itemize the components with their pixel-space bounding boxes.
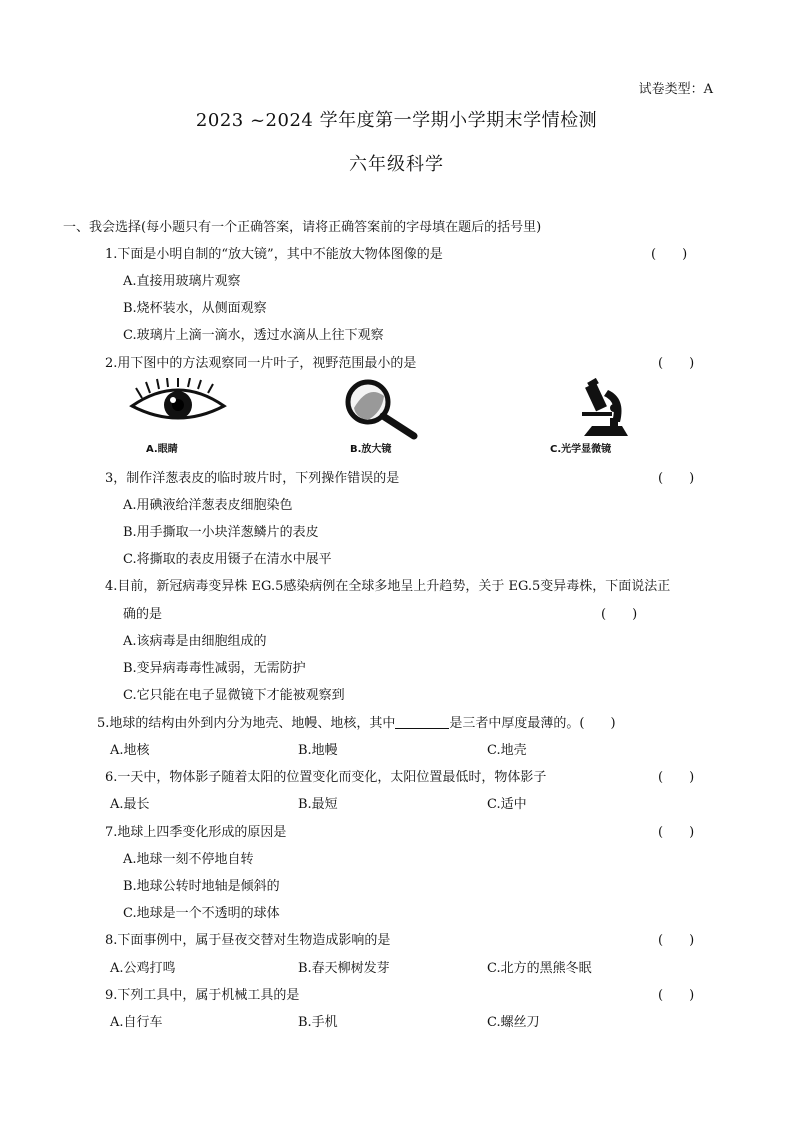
question-7-option-a: A.地球一刻不停地自转 [123, 852, 254, 867]
answer-bracket-5[interactable]: ( ) [579, 716, 616, 731]
question-7-stem: 7.地球上四季变化形成的原因是 [105, 825, 287, 840]
answer-bracket-2[interactable]: ( ) [658, 356, 695, 371]
answer-bracket-1[interactable]: ( ) [651, 247, 688, 262]
answer-bracket-4[interactable]: ( ) [601, 607, 638, 622]
question-5-option-b: B.地幔 [298, 743, 338, 758]
question-9-stem: 9.下列工具中，属于机械工具的是 [105, 988, 300, 1003]
question-8-option-a: A.公鸡打鸣 [110, 961, 176, 976]
answer-bracket-8[interactable]: ( ) [658, 933, 695, 948]
question-4-option-a: A.该病毒是由细胞组成的 [123, 634, 267, 649]
question-1-option-c: C.玻璃片上滴一滴水，透过水滴从上往下观察 [123, 328, 384, 343]
question-3-option-c: C.将撕取的表皮用镊子在清水中展平 [123, 552, 332, 567]
question-3-option-b: B.用手撕取一小块洋葱鳞片的表皮 [123, 525, 319, 540]
question-9-option-c: C.螺丝刀 [487, 1015, 540, 1030]
fill-blank[interactable] [395, 716, 449, 729]
figure-microscope-label: C.光学显微镜 [550, 444, 612, 455]
question-1-stem: 1.下面是小明自制的“放大镜”，其中不能放大物体图像的是 [105, 247, 443, 262]
question-5-stem-post: 是三者中厚度最薄的。 [449, 716, 580, 731]
question-7-option-b: B.地球公转时地轴是倾斜的 [123, 879, 280, 894]
question-6-stem: 6.一天中，物体影子随着太阳的位置变化而变化，太阳位置最低时，物体影子 [105, 770, 547, 785]
exam-title: 2023 ~2024 学年度第一学期小学期末学情检测 [195, 110, 598, 131]
figure-eye [128, 378, 228, 458]
question-6-option-b: B.最短 [298, 797, 338, 812]
paper-type-label: 试卷类型：A [638, 82, 713, 97]
question-9-option-a: A.自行车 [110, 1015, 163, 1030]
figure-row [0, 378, 793, 458]
question-5-stem [97, 712, 616, 731]
figure-microscope [548, 378, 648, 458]
eye-icon [128, 378, 228, 428]
magnifier-icon [338, 378, 428, 440]
question-6-option-c: C.适中 [487, 797, 527, 812]
question-4-stem: 4.目前，新冠病毒变异株 EG.5感染病例在全球多地呈上升趋势，关于 EG.5变异毒株，下面说法正 [105, 579, 671, 594]
question-8-option-c: C.北方的黑熊冬眠 [487, 961, 592, 976]
figure-eye-label: A.眼睛 [146, 444, 178, 455]
microscope-icon [548, 378, 648, 440]
question-6-option-a: A.最长 [110, 797, 150, 812]
question-9-option-b: B.手机 [298, 1015, 338, 1030]
answer-bracket-3[interactable]: ( ) [658, 471, 695, 486]
question-3-stem: 3，制作洋葱表皮的临时玻片时，下列操作错误的是 [105, 471, 400, 486]
figure-magnifier-label: B.放大镜 [350, 444, 392, 455]
answer-bracket-7[interactable]: ( ) [658, 825, 695, 840]
question-4-option-c: C.它只能在电子显微镜下才能被观察到 [123, 688, 345, 703]
question-4-option-b: B.变异病毒毒性减弱，无需防护 [123, 661, 306, 676]
question-1-option-b: B.烧杯装水，从侧面观察 [123, 301, 267, 316]
question-7-option-c: C.地球是一个不透明的球体 [123, 906, 280, 921]
question-5-option-c: C.地壳 [487, 743, 527, 758]
figure-magnifier [338, 378, 428, 458]
section-heading: 一、我会选择(每小题只有一个正确答案，请将正确答案前的字母填在题后的括号里) [63, 220, 542, 235]
question-8-option-b: B.春天柳树发芽 [298, 961, 390, 976]
question-1-option-a: A.直接用玻璃片观察 [123, 274, 241, 289]
question-3-option-a: A.用碘液给洋葱表皮细胞染色 [123, 498, 293, 513]
answer-bracket-9[interactable]: ( ) [658, 988, 695, 1003]
exam-subtitle: 六年级科学 [349, 154, 444, 175]
answer-bracket-6[interactable]: ( ) [658, 770, 695, 785]
question-4-stem-continued: 确的是 [123, 607, 163, 622]
question-2-stem: 2.用下图中的方法观察同一片叶子，视野范围最小的是 [105, 356, 417, 371]
question-5-stem-pre: 5.地球的结构由外到内分为地壳、地幔、地核，其中 [97, 716, 396, 731]
question-5-option-a: A.地核 [110, 743, 150, 758]
question-8-stem: 8.下面事例中，属于昼夜交替对生物造成影响的是 [105, 933, 391, 948]
